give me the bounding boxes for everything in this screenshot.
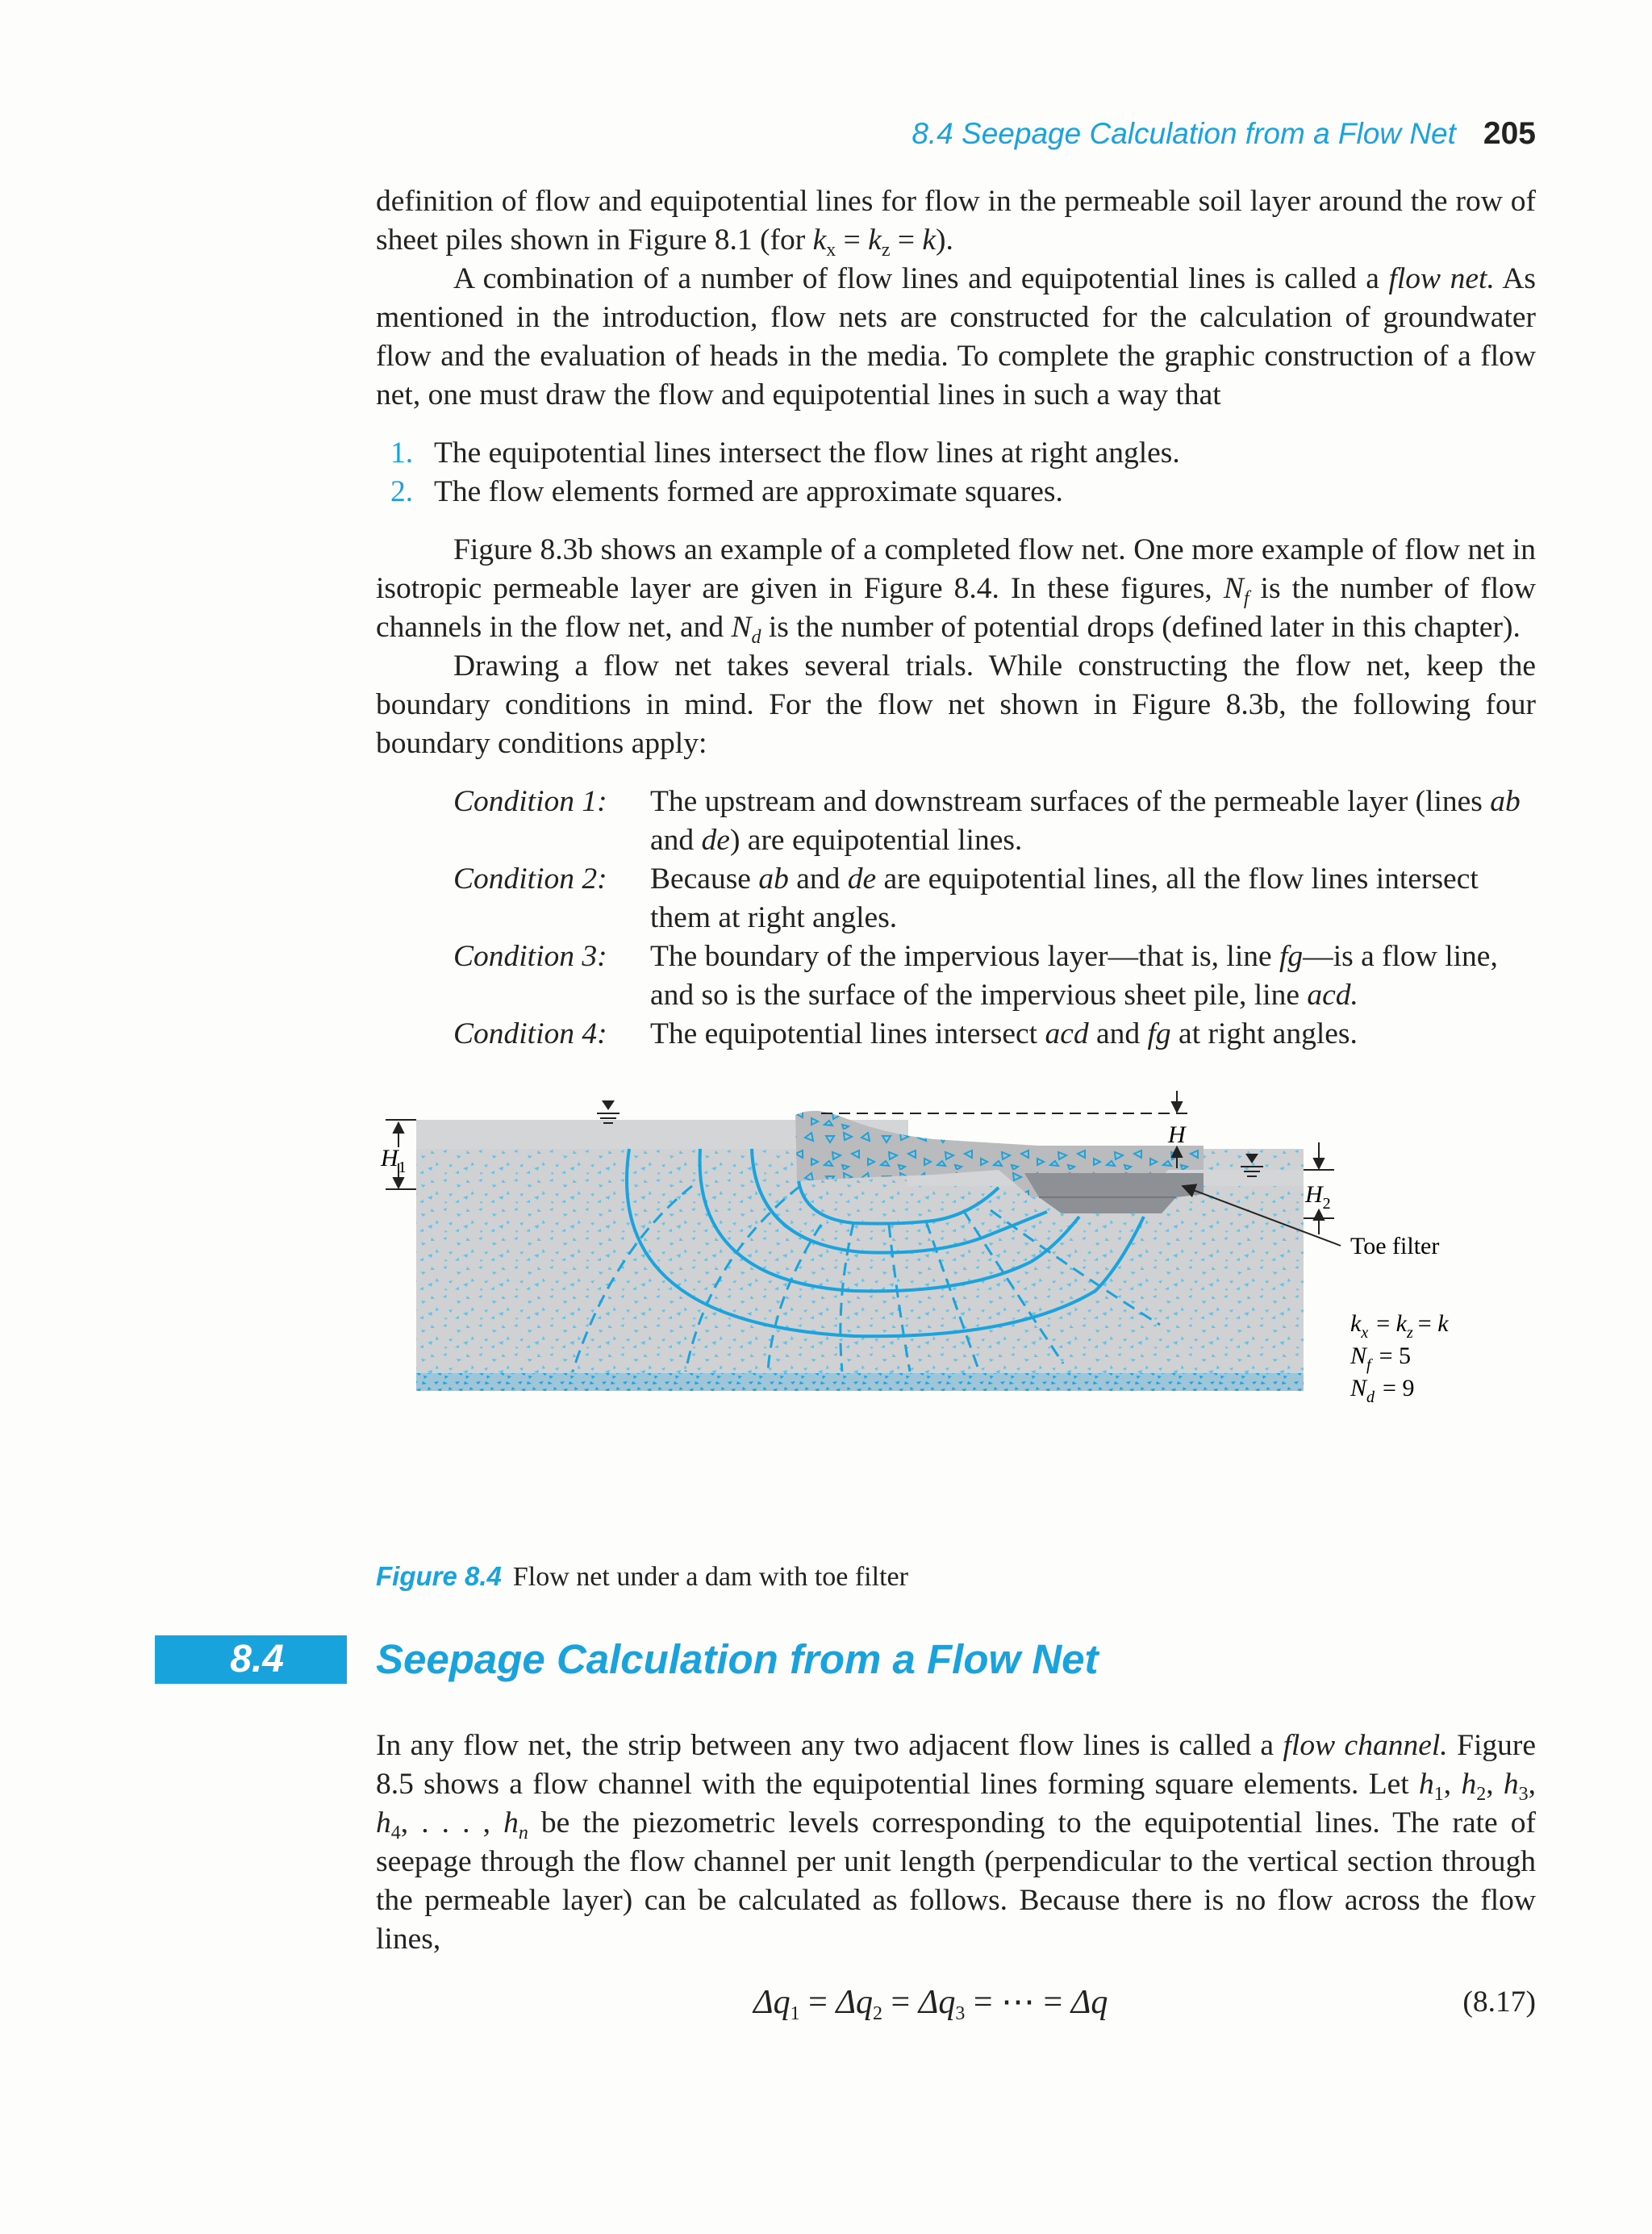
term-flow-net: flow net. — [1388, 262, 1495, 295]
paragraph-3: Figure 8.3b shows an example of a completed flow net. One more example of flow net in isotropic permeable layer are given in Figure 8.4. In these figures, $N_f$ is the number of flow channels in the flow net, and $N_d$ is the number of potential drops (defined later in this chapter). — [376, 533, 1536, 648]
paragraph-1-block — [376, 182, 1536, 260]
label-nf: $N_f = 5$ — [1350, 1342, 1411, 1374]
paragraph-4-block — [376, 647, 1536, 763]
paragraph-1: definition of flow and equipotential lines for flow in the permeable soil layer around the row of sheet piles shown in Figure 8.1 (for $k_x = k_z = k$). — [376, 185, 1536, 261]
list-item: 1. The equipotential lines intersect the flow lines at right angles. — [390, 436, 1180, 470]
label-k-relation: $k_x = k_z = k$ — [1350, 1310, 1449, 1342]
figure-caption — [376, 1557, 908, 1597]
label-h1: $H_1$ — [381, 1145, 407, 1176]
conditions-list — [376, 783, 1536, 1054]
condition-3: Condition 3: The boundary of the impervious layer—that is, line fg—is a flow line, and so is the surface of the impervious sheet pile, line acd. — [453, 940, 1498, 1012]
impervious-layer — [416, 1373, 1304, 1391]
condition-2: Condition 2: Because ab and de are equipotential lines, all the flow lines intersect them at right angles. — [453, 862, 1479, 934]
criteria-list — [376, 434, 1536, 512]
paragraph-4: Drawing a flow net takes several trials. While constructing the flow net, keep the boundary conditions in mind. For the flow net shown in Figure 8.3b, the following four boundary conditions apply: — [376, 649, 1536, 760]
label-nd: $N_d = 9$ — [1350, 1375, 1415, 1406]
label-h: H — [1168, 1121, 1186, 1148]
section-title: Seepage Calculation from a Flow Net — [376, 1636, 1099, 1682]
flow-net-figure — [369, 1089, 1579, 1549]
paragraph-3-block — [376, 531, 1536, 647]
criteria-list-block — [376, 434, 1536, 512]
label-h2: $H_2$ — [1305, 1181, 1331, 1213]
paragraph-5: In any flow net, the strip between any two adjacent flow lines is called a flow channel. Figure 8.5 shows a flow channel with the equipotential lines forming square elements. Let $h_1$, $h_2$, $h_3$, $h_4$, . . . , $h_n$ be the piezometric levels corresponding to the equipotential lines. The rate of seepage through the flow channel per unit length (perpendicular to the vertical section through the permeable layer) can be calculated as follows. Because there is no flow across the flow lines, — [376, 1729, 1537, 1956]
figure-label: Figure 8.4 — [376, 1561, 502, 1591]
section-number-box: 8.4 — [155, 1635, 347, 1684]
list-item: 2. The flow elements formed are approximate squares. — [390, 475, 1063, 508]
running-header — [376, 115, 1536, 153]
paragraph-2: A combination of a number of flow lines and equipotential lines is called a flow net. As mentioned in the introduction, flow nets are constructed for the calculation of groundwater flow and the evaluation of heads in the media. To complete the graphic construction of a flow net, one must draw the flow and equipotential lines in such a way that — [376, 262, 1536, 411]
page-number: 205 — [1483, 116, 1536, 151]
equation-8-17 — [376, 1978, 1536, 2027]
condition-1: Condition 1: The upstream and downstream surfaces of the permeable layer (lines ab and de) are equipotential lines. — [453, 785, 1521, 857]
equation-body: $\Delta q_1 = \Delta q_2 = \Delta q_3$ = ⋯ = Δq — [753, 1984, 1108, 2024]
label-toe-filter: Toe filter — [1350, 1233, 1440, 1259]
flow-net-diagram — [369, 1089, 1579, 1549]
term-flow-channel: flow channel. — [1283, 1729, 1448, 1762]
paragraph-2-block — [376, 260, 1536, 415]
upstream-water-level-icon — [597, 1100, 620, 1123]
equation-number: (8.17) — [1462, 1986, 1536, 2019]
figure-caption-text: Flow net under a dam with toe filter — [512, 1562, 908, 1592]
running-header-title: 8.4 Seepage Calculation from a Flow Net — [912, 117, 1456, 150]
condition-4: Condition 4: The equipotential lines intersect acd and fg at right angles. — [453, 1017, 1358, 1050]
paragraph-5-block — [376, 1727, 1536, 1959]
